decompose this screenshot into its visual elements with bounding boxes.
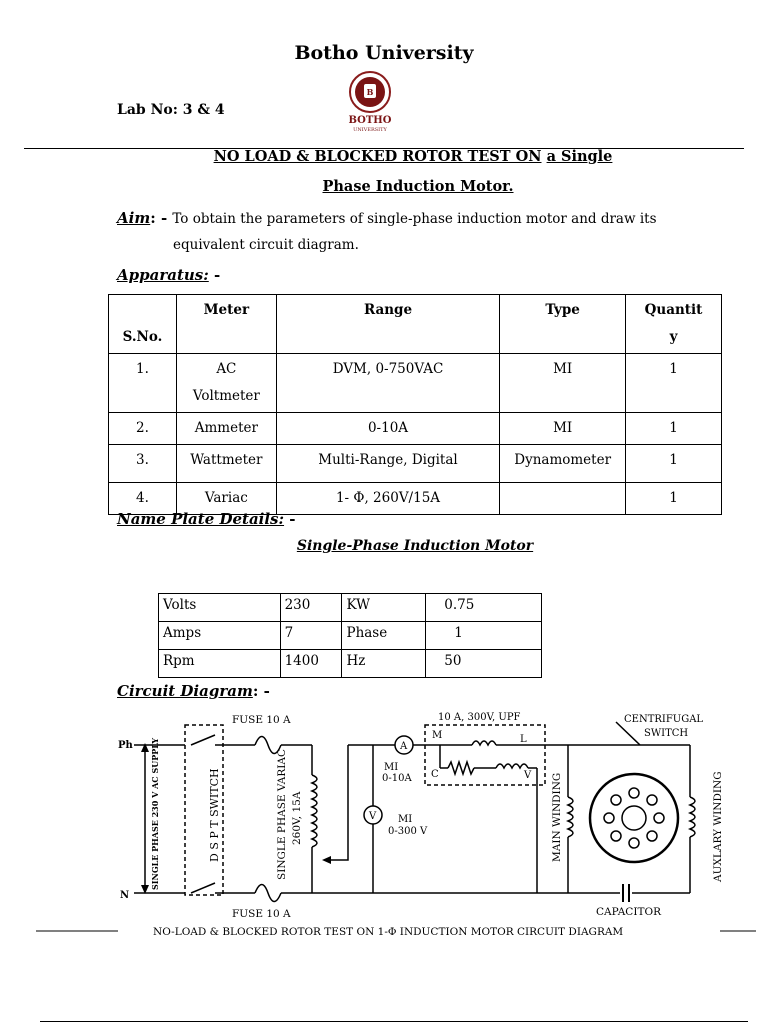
table-cell: 1- Φ, 260V/15A [276,483,499,515]
aux-winding-label: AUXLARY WINDING [712,771,724,882]
table-row [109,413,722,445]
university-logo [345,70,395,136]
centrifugal-label: CENTRIFUGAL [624,714,704,725]
variac-rating: 260V, 15A [291,791,303,845]
wattmeter-rating: 10 A, 300V, UPF [438,712,521,723]
table-cell: 1 [626,483,722,515]
header-meter: Meter [176,295,276,354]
table-cell: Wattmeter [176,445,276,483]
aim-line-1: Aim: - To obtain the parameters of single-phase induction motor and draw its [117,209,657,227]
apparatus-heading: Apparatus: - [117,266,221,284]
header-range: Range [276,295,499,354]
table-cell: 1. [109,354,177,413]
table-cell: 1 [426,622,542,650]
table-cell: KW [342,594,426,622]
main-winding-label: MAIN WINDING [551,772,563,862]
aux-winding-coil [690,797,695,837]
university-name: Botho University [294,42,474,64]
aim-text-1: To obtain the parameters of single-phase induction motor and draw its [172,211,657,227]
table-cell: Amps [159,622,281,650]
motor-rotor [590,774,678,862]
table-cell: AC Voltmeter [176,354,276,413]
pressure-coil [496,764,528,768]
current-coil [472,741,496,745]
aim-label: Aim [117,209,151,227]
table-cell: 1 [626,413,722,445]
table-cell: 2. [109,413,177,445]
title-line-1: NO LOAD & BLOCKED ROTOR TEST ON a Single [213,148,613,165]
voltmeter-type: MI [398,814,413,825]
svg-text:B: B [366,87,374,97]
dpst-label: D S P T SWITCH [208,768,221,862]
pressure-resistor [448,762,474,774]
logo-text: BOTHO [348,115,392,126]
table-cell: Phase [342,622,426,650]
svg-text:M: M [432,730,443,741]
table-cell: 7 [280,622,342,650]
aim-text-2: equivalent circuit diagram. [173,237,359,253]
title-line-2: Phase Induction Motor. [322,178,514,195]
circuit-heading: Circuit Diagram: - [117,682,270,700]
header-quantity: Quantit y [626,295,722,354]
phase-terminal: Ph [118,740,133,751]
ammeter-type: MI [384,762,399,773]
table-cell: Multi-Range, Digital [276,445,499,483]
svg-text:V: V [524,770,532,781]
table-cell: 0-10A [276,413,499,445]
nameplate-heading: Name Plate Details: - [117,510,296,528]
table-row [109,354,722,413]
table-cell: 50 [426,650,542,678]
table-cell: 230 [280,594,342,622]
fuse-bottom [255,885,281,902]
fuse-bottom-label: FUSE 10 A [232,908,291,920]
ammeter-symbol: A [400,741,408,752]
ammeter-range: 0-10A [382,773,412,784]
table-cell: 1 [626,354,722,413]
table-cell: Ammeter [176,413,276,445]
header-type: Type [500,295,626,354]
table-cell: 1 [626,445,722,483]
table-row [159,594,542,622]
centrifugal-switch [616,722,640,745]
voltmeter-symbol: V [369,811,377,822]
table-cell: DVM, 0-750VAC [276,354,499,413]
table-row [109,445,722,483]
footer-divider [40,1021,748,1022]
table-cell [500,483,626,515]
table-cell: 4. [109,483,177,515]
lab-number: Lab No: 3 & 4 [117,102,225,118]
table-cell: Hz [342,650,426,678]
table-cell: Volts [159,594,281,622]
logo-subtext: UNIVERSITY [353,127,387,133]
table-row [159,650,542,678]
circuit-diagram [0,700,768,945]
supply-label: SINGLE PHASE 230 V AC SUPPLY [150,737,160,890]
table-cell: 0.75 [426,594,542,622]
nameplate-table [158,593,542,678]
table-cell: Dynamometer [500,445,626,483]
table-cell: Variac [176,483,276,515]
header-sno: S.No. [109,295,177,354]
neutral-terminal: N [120,890,130,901]
fuse-top-label: FUSE 10 A [232,714,291,726]
circuit-caption: NO-LOAD & BLOCKED ROTOR TEST ON 1-Φ INDUCTION MOTOR CIRCUIT DIAGRAM [153,926,624,938]
table-cell: 3. [109,445,177,483]
variac-coil [312,775,317,847]
apparatus-table [108,294,722,515]
voltmeter-range: 0-300 V [388,826,428,837]
variac-label: SINGLE PHASE VARIAC [276,748,288,880]
svg-text:L: L [520,734,527,745]
main-winding-coil [568,797,573,837]
table-cell: MI [500,413,626,445]
table-row [159,622,542,650]
table-cell: 1400 [280,650,342,678]
svg-text:C: C [431,769,439,780]
table-cell: MI [500,354,626,413]
capacitor-label: CAPACITOR [596,906,661,918]
nameplate-subtitle: Single-Phase Induction Motor [296,538,534,554]
table-cell: Rpm [159,650,281,678]
centrifugal-label-2: SWITCH [644,728,689,739]
table-header-row [109,295,722,354]
